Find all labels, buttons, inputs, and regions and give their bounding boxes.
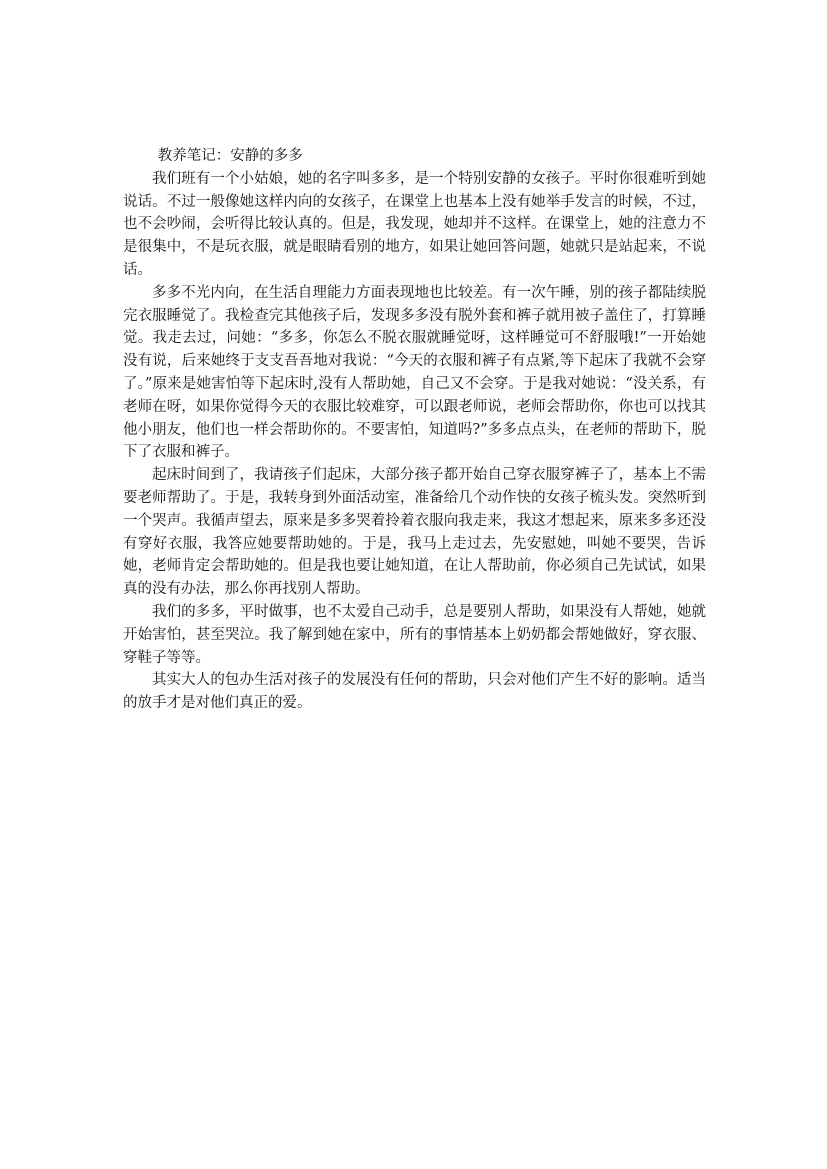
document-title: 教养笔记：安静的多多 (157, 148, 303, 164)
document-body (123, 145, 706, 715)
paragraph-4: 我们的多多，平时做事，也不太爱自己动手，总是要别人帮助，如果没有人帮她，她就开始害怕，甚至哭泣。我了解到她在家中，所有的事情基本上奶奶都会帮她做好，穿衣服、穿鞋子等等。 (123, 603, 706, 666)
paragraph-1: 我们班有一个小姑娘，她的名字叫多多，是一个特别安静的女孩子。平时你很难听到她说话。不过一般像她这样内向的女孩子，在课堂上也基本上没有她举手发言的时候，不过，也不会吵闹，会听得比较认真的。但是，我发现，她却并不这样。在课堂上，她的注意力不是很集中，不是玩衣服，就是眼睛看别的地方，如果让她回答问题，她就只是站起来，不说话。 (123, 170, 706, 278)
paragraph-3: 起床时间到了，我请孩子们起床，大部分孩子都开始自己穿衣服穿裤子了，基本上不需要老师帮助了。于是，我转身到外面活动室，准备给几个动作快的女孩子梳头发。突然听到一个哭声。我循声望去，原来是多多哭着拎着衣服向我走来，我这才想起来，原来多多还没有穿好衣服，我答应她要帮助她的。于是，我马上走过去，先安慰她，叫她不要哭，告诉她，老师肯定会帮助她的。但是我也要让她知道，在让人帮助前，你必须自己先试试，如果真的没有办法，那么你再找别人帮助。 (123, 467, 706, 598)
paragraph-5: 其实大人的包办生活对孩子的发展没有任何的帮助，只会对他们产生不好的影响。适当的放手才是对他们真正的爱。 (123, 672, 706, 712)
paragraph-2: 多多不光内向，在生活自理能力方面表现地也比较差。有一次午睡，别的孩子都陆续脱完衣服睡觉了。我检查完其他孩子后，发现多多没有脱外套和裤子就用被子盖住了，打算睡觉。我走去过，问她：“多多，你怎么不脱衣服就睡觉呀，这样睡觉可不舒服哦!”一开始她没有说，后来她终于支支吾吾地对我说：“今天的衣服和裤子有点紧,等下起床了我就不会穿了。”原来是她害怕等下起床时,没有人帮助她，自己又不会穿。于是我对她说：“没关系，有老师在呀，如果你觉得今天的衣服比较难穿，可以跟老师说，老师会帮助你，你也可以找其他小朋友，他们也一样会帮助你的。不要害怕，知道吗?”多多点点头，在老师的帮助下，脱下了衣服和裤子。 (123, 284, 706, 461)
